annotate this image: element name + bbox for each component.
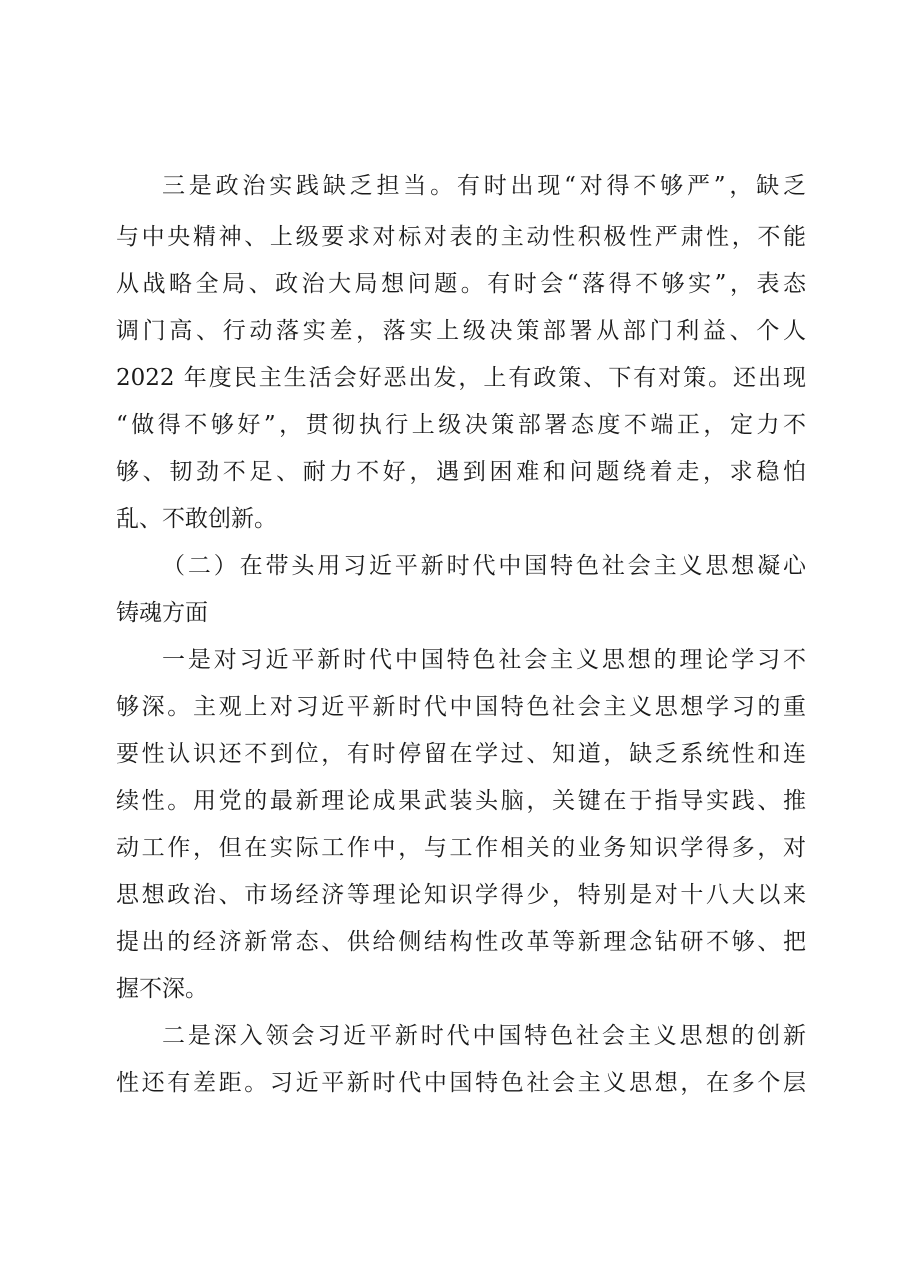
paragraph-3-line-8: 握不深。 [116, 976, 208, 1002]
paragraph-3-line-5: 动工作，但在实际工作中，与工作相关的业务知识学得多，对 [116, 835, 806, 861]
paragraph-3-line-2: 够深。主观上对习近平新时代中国特色社会主义思想学习的重 [116, 694, 806, 720]
paragraph-1-line-5: 2022 年度民主生活会好恶出发，上有政策、下有对策。还出现 [116, 365, 806, 391]
paragraph-1-line-3: 从战略全局、政治大局想问题。有时会“落得不够实”，表态 [116, 271, 806, 297]
section-heading-line-2: 铸魂方面 [116, 600, 208, 626]
paragraph-3-line-4: 续性。用党的最新理论成果武装头脑，关键在于指导实践、推 [116, 788, 806, 814]
paragraph-1-line-8: 乱、不敢创新。 [116, 506, 277, 532]
paragraph-4-line-1: 二是深入领会习近平新时代中国特色社会主义思想的创新 [162, 1023, 806, 1049]
paragraph-1-line-7: 够、韧劲不足、耐力不好，遇到困难和问题绕着走，求稳怕 [116, 459, 806, 485]
paragraph-4-line-2: 性还有差距。习近平新时代中国特色社会主义思想，在多个层 [116, 1070, 806, 1096]
paragraph-3-line-7: 提出的经济新常态、供给侧结构性改革等新理念钻研不够、把 [116, 929, 806, 955]
paragraph-3-line-3: 要性认识还不到位，有时停留在学过、知道，缺乏系统性和连 [116, 741, 806, 767]
paragraph-1-line-2: 与中央精神、上级要求对标对表的主动性积极性严肃性，不能 [116, 224, 806, 250]
paragraph-3-line-6: 思想政治、市场经济等理论知识学得少，特别是对十八大以来 [116, 882, 806, 908]
paragraph-3-line-1: 一是对习近平新时代中国特色社会主义思想的理论学习不 [162, 647, 806, 673]
paragraph-1-line-1: 三是政治实践缺乏担当。有时出现“对得不够严”，缺乏 [162, 173, 806, 199]
paragraph-1-line-4: 调门高、行动落实差，落实上级决策部署从部门利益、个人 [116, 318, 806, 344]
section-heading-line-1: （二）在带头用习近平新时代中国特色社会主义思想凝心 [162, 553, 806, 579]
paragraph-1-line-6: “做得不够好”，贯彻执行上级决策部署态度不端正，定力不 [116, 412, 806, 438]
